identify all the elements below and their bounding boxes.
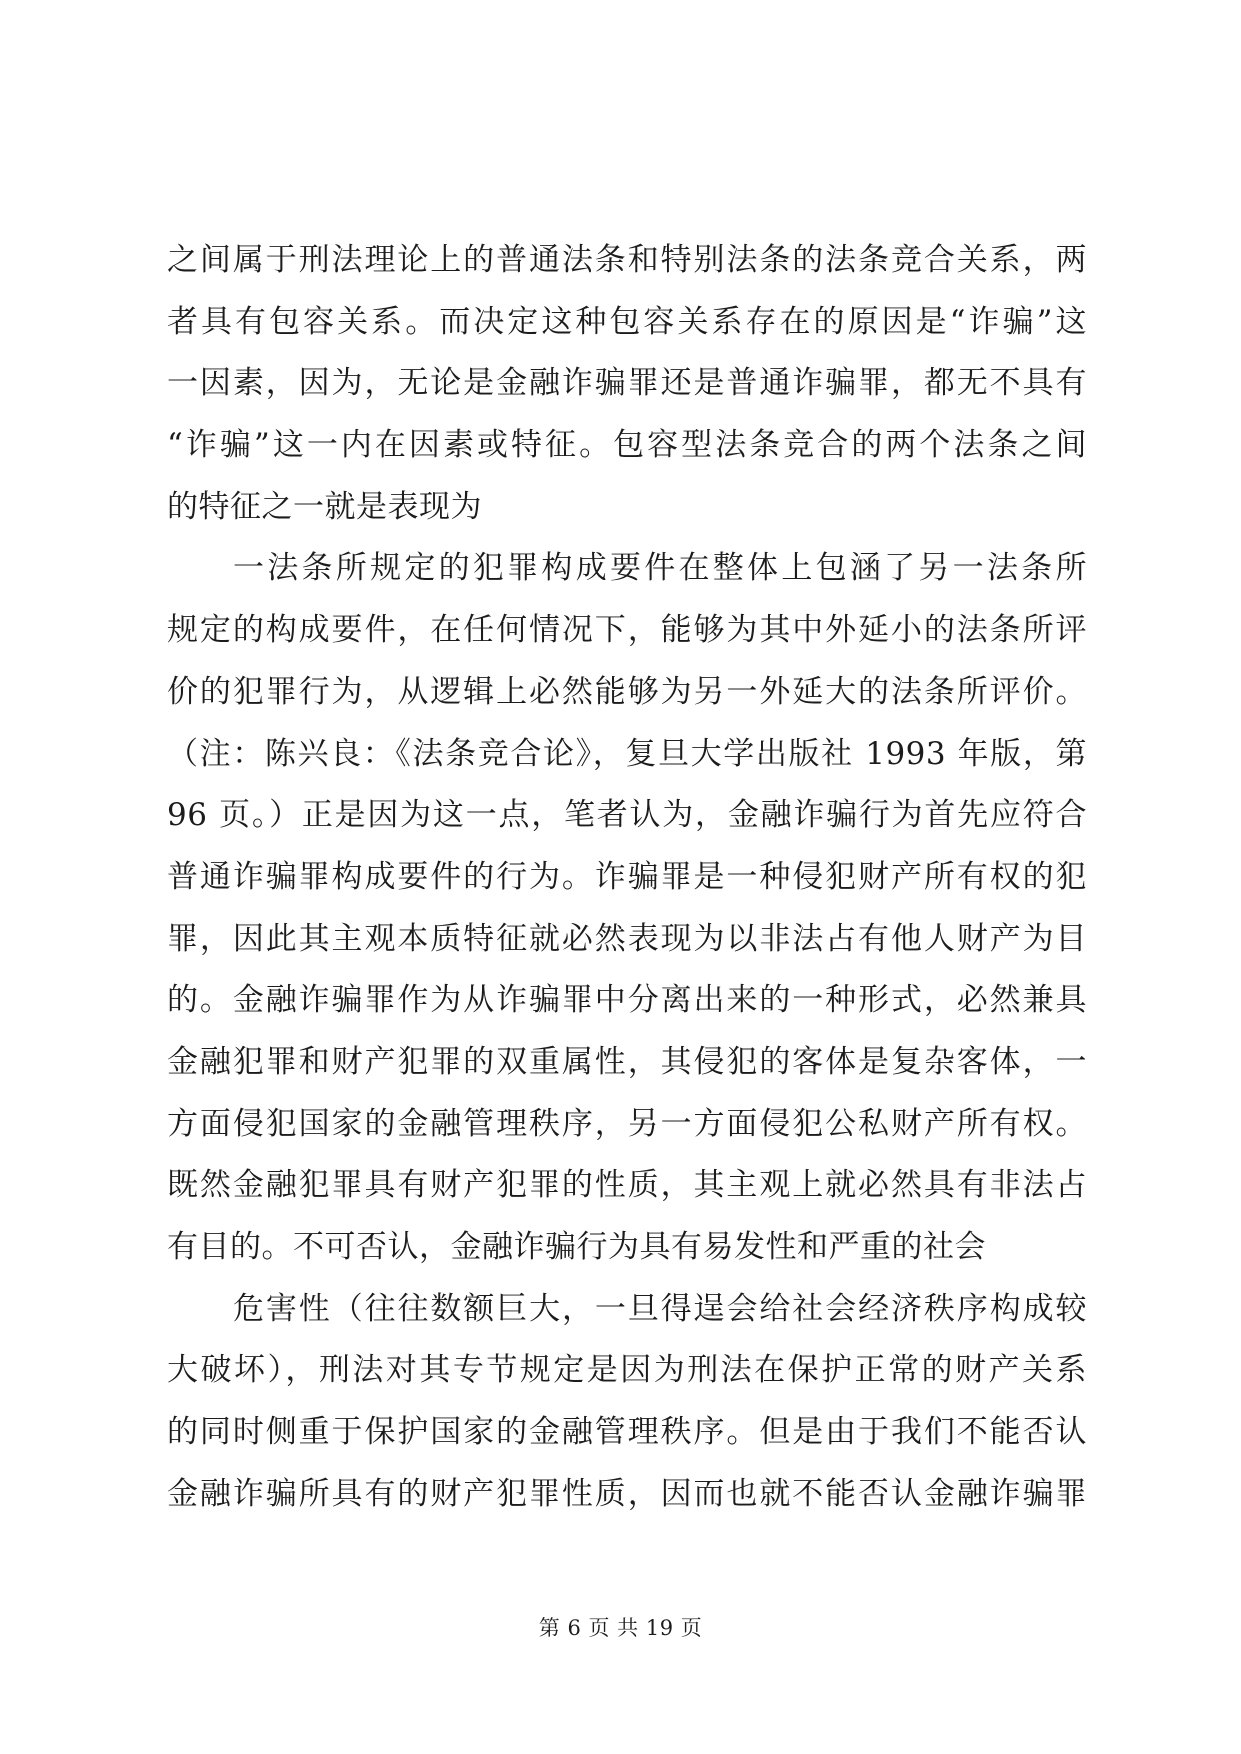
text-line: 之间属于刑法理论上的普通法条和特别法条的法条竞合关系，两 bbox=[167, 242, 1087, 278]
paragraph-3 bbox=[167, 1279, 1087, 1526]
text-line: 金融犯罪和财产犯罪的双重属性，其侵犯的客体是复杂客体，一 bbox=[167, 1043, 1087, 1080]
text-line: 者具有包容关系。而决定这种包容关系存在的原因是“诈骗”这 bbox=[167, 303, 1087, 340]
text-line: 方面侵犯国家的金融管理秩序，另一方面侵犯公私财产所有权。 bbox=[167, 1105, 1087, 1142]
text-line: 的特征之一就是表现为 bbox=[167, 488, 482, 525]
text-line: 一法条所规定的犯罪构成要件在整体上包涵了另一法条所 bbox=[233, 550, 1087, 587]
text-line: 大破坏），刑法对其专节规定是因为刑法在保护正常的财产关系 bbox=[167, 1352, 1087, 1389]
paragraph-1 bbox=[167, 230, 1087, 538]
text-line: 罪，因此其主观本质特征就必然表现为以非法占有他人财产为目 bbox=[167, 920, 1087, 957]
text-line: 危害性（往往数额巨大，一旦得逞会给社会经济秩序构成较 bbox=[233, 1290, 1087, 1327]
text-line: 一因素，因为，无论是金融诈骗罪还是普通诈骗罪，都无不具有 bbox=[167, 365, 1087, 402]
text-line: 的同时侧重于保护国家的金融管理秩序。但是由于我们不能否认 bbox=[167, 1414, 1087, 1451]
text-line: 价的犯罪行为，从逻辑上必然能够为另一外延大的法条所评价。 bbox=[167, 673, 1087, 710]
text-line: 既然金融犯罪具有财产犯罪的性质，其主观上就必然具有非法占 bbox=[167, 1167, 1087, 1204]
text-line: 的。金融诈骗罪作为从诈骗罪中分离出来的一种形式，必然兼具 bbox=[167, 982, 1087, 1019]
text-line: 金融诈骗所具有的财产犯罪性质，因而也就不能否认金融诈骗罪 bbox=[167, 1475, 1087, 1512]
text-line: 有目的。不可否认，金融诈骗行为具有易发性和严重的社会 bbox=[167, 1229, 986, 1265]
text-line: 普通诈骗罪构成要件的行为。诈骗罪是一种侵犯财产所有权的犯 bbox=[167, 858, 1087, 895]
text-line: 96 页。）正是因为这一点，笔者认为，金融诈骗行为首先应符合 bbox=[167, 797, 1087, 834]
text-line: 规定的构成要件，在任何情况下，能够为其中外延小的法条所评 bbox=[167, 612, 1087, 649]
paragraph-2 bbox=[167, 538, 1087, 1278]
page-number-footer: 第 6 页 共 19 页 bbox=[538, 1616, 703, 1640]
text-line: （注：陈兴良：《法条竞合论》，复旦大学出版社 1993 年版，第 bbox=[167, 735, 1087, 772]
text-line: “诈骗”这一内在因素或特征。包容型法条竞合的两个法条之间 bbox=[167, 427, 1087, 464]
body-text bbox=[167, 230, 1087, 1525]
